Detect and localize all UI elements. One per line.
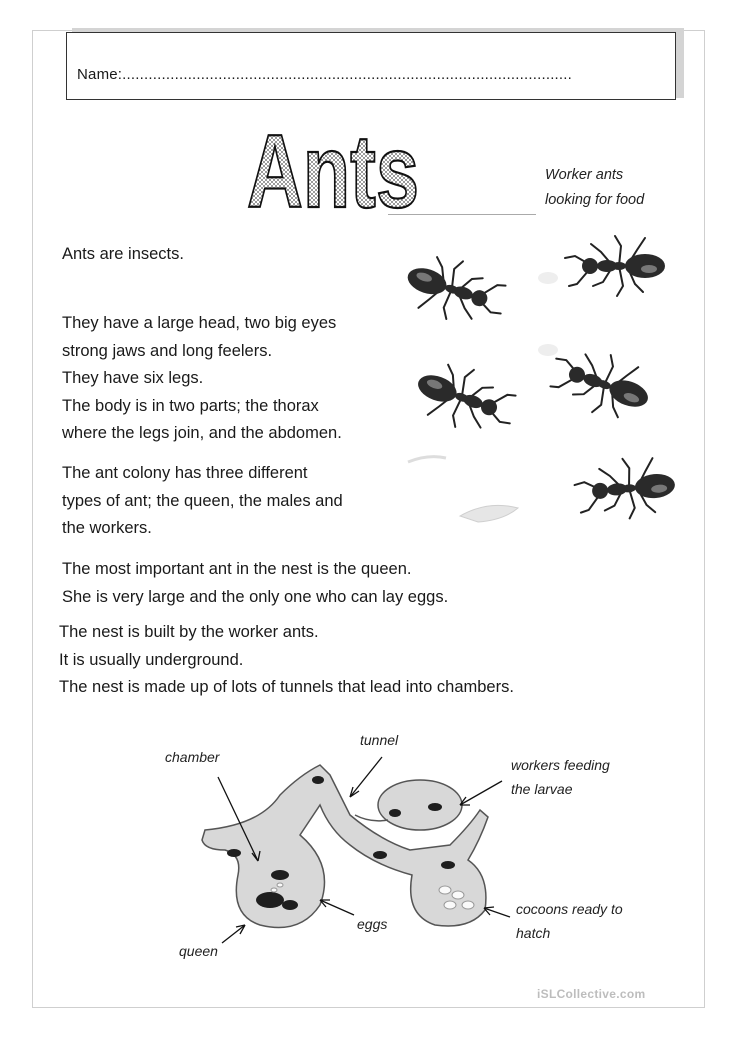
paragraph-2: They have a large head, two big eyes strong jaws and long feelers. They have six legs. The body is in two parts; the thorax where the legs join, and the abdomen. bbox=[62, 314, 342, 442]
label-queen: queen bbox=[179, 943, 218, 959]
paragraph-4: The most important ant in the nest is the queen. She is very large and the only one who can lay eggs. bbox=[62, 560, 449, 606]
worker-ants-image bbox=[398, 218, 658, 538]
title-underline bbox=[388, 214, 536, 215]
name-field[interactable]: Name:....................................................................................................... bbox=[77, 66, 573, 83]
title-ants bbox=[245, 114, 425, 230]
paragraph-1: Ants are insects. bbox=[62, 245, 184, 263]
page-title: Ants bbox=[247, 114, 419, 230]
watermark: iSLCollective.com bbox=[537, 987, 646, 1001]
label-eggs: eggs bbox=[357, 916, 388, 932]
label-workers-feeding: workers feeding the larvae bbox=[511, 757, 610, 797]
paragraph-5: The nest is built by the worker ants. It is usually underground. The nest is made up of lots of tunnels that lead into chambers. bbox=[59, 623, 514, 696]
label-cocoons: cocoons ready to hatch bbox=[516, 901, 623, 941]
ants-caption: Worker ants looking for food bbox=[545, 167, 645, 208]
paragraph-3: The ant colony has three different types of ant; the queen, the males and the workers. bbox=[62, 464, 343, 537]
name-box bbox=[66, 32, 676, 100]
label-chamber: chamber bbox=[165, 749, 220, 765]
label-tunnel: tunnel bbox=[360, 732, 399, 748]
